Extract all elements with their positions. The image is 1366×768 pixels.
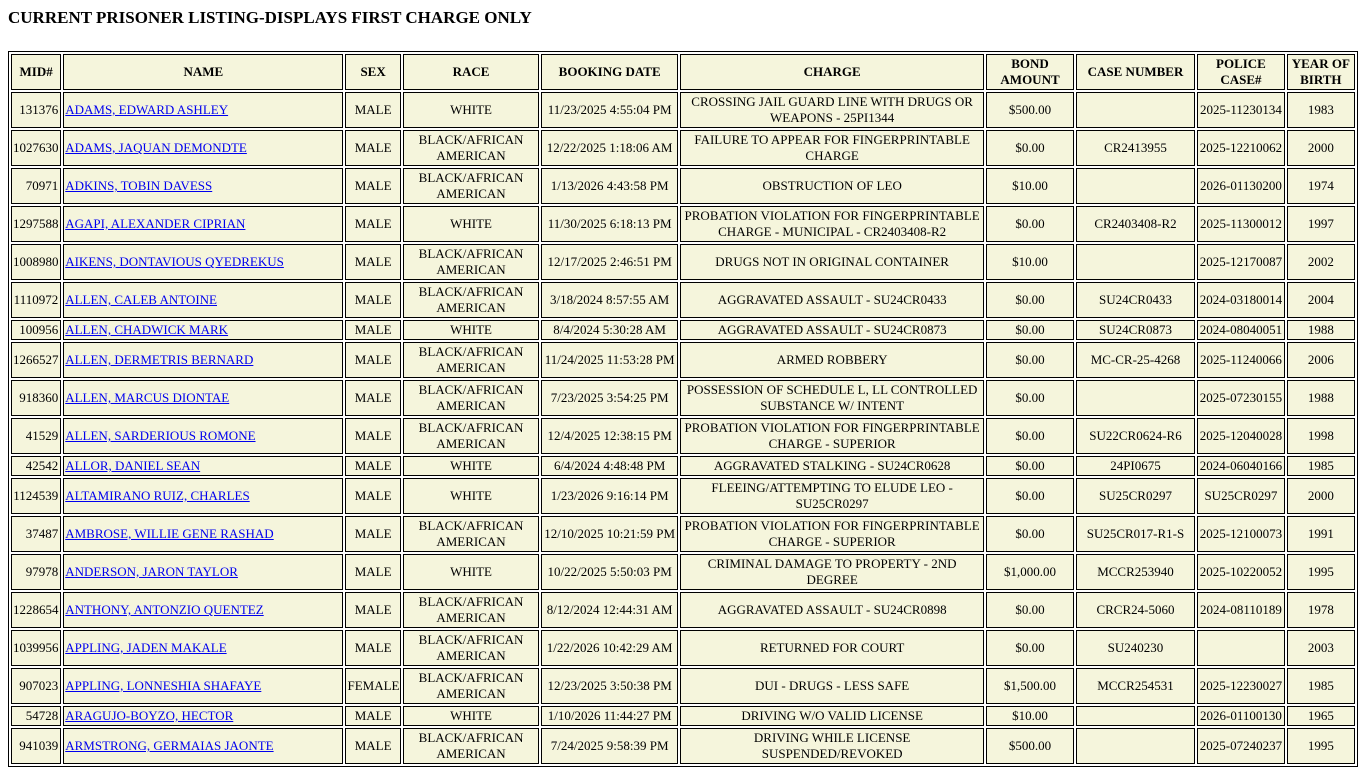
race-cell: BLACK/AFRICAN AMERICAN [403, 342, 540, 378]
year-of-birth-cell: 1974 [1287, 168, 1355, 204]
prisoner-name-link[interactable]: ANDERSON, JARON TAYLOR [65, 564, 238, 579]
police-case-cell: 2025-12210062 [1197, 130, 1284, 166]
name-cell [63, 380, 343, 416]
prisoner-name-link[interactable]: AMBROSE, WILLIE GENE RASHAD [65, 526, 274, 541]
booking-date-cell: 12/4/2025 12:38:15 PM [541, 418, 678, 454]
bond-amount-cell: $0.00 [986, 418, 1073, 454]
table-row [11, 456, 1355, 476]
race-cell: BLACK/AFRICAN AMERICAN [403, 668, 540, 704]
year-of-birth-cell: 1995 [1287, 554, 1355, 590]
column-header-booking-date: BOOKING DATE [541, 54, 678, 90]
column-header-sex: SEX [345, 54, 400, 90]
sex-cell: MALE [345, 342, 400, 378]
name-cell [63, 516, 343, 552]
mid-cell: 1110972 [11, 282, 61, 318]
table-row [11, 320, 1355, 340]
mid-cell: 1266527 [11, 342, 61, 378]
column-header-year-of-birth: YEAR OF BIRTH [1287, 54, 1355, 90]
sex-cell: MALE [345, 728, 400, 764]
case-number-cell: SU25CR017-R1-S [1076, 516, 1196, 552]
booking-date-cell: 1/23/2026 9:16:14 PM [541, 478, 678, 514]
year-of-birth-cell: 2003 [1287, 630, 1355, 666]
race-cell: BLACK/AFRICAN AMERICAN [403, 728, 540, 764]
charge-cell: DUI - DRUGS - LESS SAFE [680, 668, 984, 704]
mid-cell: 1039956 [11, 630, 61, 666]
case-number-cell [1076, 706, 1196, 726]
year-of-birth-cell: 1985 [1287, 456, 1355, 476]
sex-cell: MALE [345, 478, 400, 514]
booking-date-cell: 1/10/2026 11:44:27 PM [541, 706, 678, 726]
case-number-cell: CR2413955 [1076, 130, 1196, 166]
booking-date-cell: 11/30/2025 6:18:13 PM [541, 206, 678, 242]
table-row [11, 630, 1355, 666]
booking-date-cell: 12/17/2025 2:46:51 PM [541, 244, 678, 280]
mid-cell: 1124539 [11, 478, 61, 514]
mid-cell: 97978 [11, 554, 61, 590]
year-of-birth-cell: 1985 [1287, 668, 1355, 704]
booking-date-cell: 12/10/2025 10:21:59 PM [541, 516, 678, 552]
charge-cell: DRUGS NOT IN ORIGINAL CONTAINER [680, 244, 984, 280]
bond-amount-cell: $0.00 [986, 478, 1073, 514]
table-row [11, 244, 1355, 280]
booking-date-cell: 6/4/2024 4:48:48 PM [541, 456, 678, 476]
charge-cell: DRIVING W/O VALID LICENSE [680, 706, 984, 726]
name-cell [63, 630, 343, 666]
prisoner-name-link[interactable]: ALLOR, DANIEL SEAN [65, 458, 201, 473]
charge-cell: POSSESSION OF SCHEDULE L, LL CONTROLLED SUBSTANCE W/ INTENT [680, 380, 984, 416]
prisoner-name-link[interactable]: AGAPI, ALEXANDER CIPRIAN [65, 216, 246, 231]
bond-amount-cell: $500.00 [986, 728, 1073, 764]
mid-cell: 131376 [11, 92, 61, 128]
header-row [11, 54, 1355, 90]
prisoner-name-link[interactable]: ANTHONY, ANTONZIO QUENTEZ [65, 602, 264, 617]
prisoner-name-link[interactable]: ADKINS, TOBIN DAVESS [65, 178, 213, 193]
police-case-cell: 2024-08040051 [1197, 320, 1284, 340]
mid-cell: 41529 [11, 418, 61, 454]
case-number-cell [1076, 728, 1196, 764]
case-number-cell: MC-CR-25-4268 [1076, 342, 1196, 378]
police-case-cell: 2025-12100073 [1197, 516, 1284, 552]
sex-cell: MALE [345, 320, 400, 340]
prisoner-name-link[interactable]: APPLING, JADEN MAKALE [65, 640, 227, 655]
charge-cell: RETURNED FOR COURT [680, 630, 984, 666]
prisoner-name-link[interactable]: ADAMS, EDWARD ASHLEY [65, 102, 229, 117]
race-cell: WHITE [403, 554, 540, 590]
case-number-cell: MCCR254531 [1076, 668, 1196, 704]
case-number-cell: 24PI0675 [1076, 456, 1196, 476]
name-cell [63, 282, 343, 318]
bond-amount-cell: $0.00 [986, 516, 1073, 552]
name-cell [63, 320, 343, 340]
case-number-cell: CR2403408-R2 [1076, 206, 1196, 242]
bond-amount-cell: $0.00 [986, 282, 1073, 318]
police-case-cell: 2025-12230027 [1197, 668, 1284, 704]
year-of-birth-cell: 1995 [1287, 728, 1355, 764]
prisoner-name-link[interactable]: ARMSTRONG, GERMAIAS JAONTE [65, 738, 274, 753]
race-cell: BLACK/AFRICAN AMERICAN [403, 630, 540, 666]
booking-date-cell: 7/23/2025 3:54:25 PM [541, 380, 678, 416]
race-cell: BLACK/AFRICAN AMERICAN [403, 592, 540, 628]
prisoner-listing-table [8, 51, 1358, 767]
name-cell [63, 668, 343, 704]
charge-cell: AGGRAVATED ASSAULT - SU24CR0898 [680, 592, 984, 628]
page-title: CURRENT PRISONER LISTING-DISPLAYS FIRST CHARGE ONLY [8, 8, 532, 27]
year-of-birth-cell: 1991 [1287, 516, 1355, 552]
booking-date-cell: 10/22/2025 5:50:03 PM [541, 554, 678, 590]
booking-date-cell: 8/4/2024 5:30:28 AM [541, 320, 678, 340]
sex-cell: MALE [345, 456, 400, 476]
charge-cell: CROSSING JAIL GUARD LINE WITH DRUGS OR WEAPONS - 25PI1344 [680, 92, 984, 128]
race-cell: BLACK/AFRICAN AMERICAN [403, 380, 540, 416]
prisoner-name-link[interactable]: ALLEN, MARCUS DIONTAE [65, 390, 230, 405]
case-number-cell [1076, 92, 1196, 128]
charge-cell: AGGRAVATED ASSAULT - SU24CR0873 [680, 320, 984, 340]
sex-cell: MALE [345, 630, 400, 666]
sex-cell: MALE [345, 418, 400, 454]
table-row [11, 668, 1355, 704]
police-case-cell: 2024-06040166 [1197, 456, 1284, 476]
sex-cell: MALE [345, 282, 400, 318]
police-case-cell: 2026-01130200 [1197, 168, 1284, 204]
race-cell: BLACK/AFRICAN AMERICAN [403, 168, 540, 204]
mid-cell: 100956 [11, 320, 61, 340]
bond-amount-cell: $10.00 [986, 244, 1073, 280]
year-of-birth-cell: 1978 [1287, 592, 1355, 628]
name-cell [63, 418, 343, 454]
mid-cell: 941039 [11, 728, 61, 764]
booking-date-cell: 12/23/2025 3:50:38 PM [541, 668, 678, 704]
prisoner-name-link[interactable]: ALLEN, SARDERIOUS ROMONE [65, 428, 256, 443]
sex-cell: MALE [345, 706, 400, 726]
table-row [11, 206, 1355, 242]
table-row [11, 728, 1355, 764]
mid-cell: 1228654 [11, 592, 61, 628]
sex-cell: MALE [345, 516, 400, 552]
year-of-birth-cell: 2002 [1287, 244, 1355, 280]
booking-date-cell: 1/22/2026 10:42:29 AM [541, 630, 678, 666]
race-cell: BLACK/AFRICAN AMERICAN [403, 282, 540, 318]
booking-date-cell: 12/22/2025 1:18:06 AM [541, 130, 678, 166]
table-row [11, 478, 1355, 514]
bond-amount-cell: $10.00 [986, 168, 1073, 204]
prisoner-name-link[interactable]: ALLEN, CALEB ANTOINE [65, 292, 217, 307]
mid-cell: 1008980 [11, 244, 61, 280]
table-row [11, 554, 1355, 590]
booking-date-cell: 3/18/2024 8:57:55 AM [541, 282, 678, 318]
bond-amount-cell: $0.00 [986, 630, 1073, 666]
bond-amount-cell: $0.00 [986, 320, 1073, 340]
name-cell [63, 244, 343, 280]
year-of-birth-cell: 2000 [1287, 130, 1355, 166]
booking-date-cell: 1/13/2026 4:43:58 PM [541, 168, 678, 204]
police-case-cell: 2025-11230134 [1197, 92, 1284, 128]
year-of-birth-cell: 1998 [1287, 418, 1355, 454]
column-header-charge: CHARGE [680, 54, 984, 90]
sex-cell: MALE [345, 206, 400, 242]
year-of-birth-cell: 1965 [1287, 706, 1355, 726]
race-cell: WHITE [403, 320, 540, 340]
table-row [11, 130, 1355, 166]
charge-cell: AGGRAVATED ASSAULT - SU24CR0433 [680, 282, 984, 318]
case-number-cell: SU22CR0624-R6 [1076, 418, 1196, 454]
bond-amount-cell: $10.00 [986, 706, 1073, 726]
sex-cell: MALE [345, 380, 400, 416]
table-row [11, 516, 1355, 552]
booking-date-cell: 11/23/2025 4:55:04 PM [541, 92, 678, 128]
mid-cell: 1297588 [11, 206, 61, 242]
column-header-police-case: POLICE CASE# [1197, 54, 1284, 90]
police-case-cell: 2025-11240066 [1197, 342, 1284, 378]
charge-cell: DRIVING WHILE LICENSE SUSPENDED/REVOKED [680, 728, 984, 764]
race-cell: BLACK/AFRICAN AMERICAN [403, 516, 540, 552]
race-cell: WHITE [403, 206, 540, 242]
sex-cell: MALE [345, 592, 400, 628]
mid-cell: 70971 [11, 168, 61, 204]
race-cell: BLACK/AFRICAN AMERICAN [403, 244, 540, 280]
table-row [11, 706, 1355, 726]
police-case-cell: 2024-03180014 [1197, 282, 1284, 318]
name-cell [63, 92, 343, 128]
prisoner-name-link[interactable]: AIKENS, DONTAVIOUS QYEDREKUS [65, 254, 284, 269]
case-number-cell [1076, 380, 1196, 416]
police-case-cell: 2024-08110189 [1197, 592, 1284, 628]
booking-date-cell: 7/24/2025 9:58:39 PM [541, 728, 678, 764]
name-cell [63, 728, 343, 764]
case-number-cell: CRCR24-5060 [1076, 592, 1196, 628]
booking-date-cell: 8/12/2024 12:44:31 AM [541, 592, 678, 628]
police-case-cell: 2025-07230155 [1197, 380, 1284, 416]
mid-cell: 1027630 [11, 130, 61, 166]
mid-cell: 54728 [11, 706, 61, 726]
prisoner-name-link[interactable]: ADAMS, JAQUAN DEMONDTE [65, 140, 247, 155]
sex-cell: MALE [345, 92, 400, 128]
police-case-cell: 2025-07240237 [1197, 728, 1284, 764]
mid-cell: 42542 [11, 456, 61, 476]
year-of-birth-cell: 1988 [1287, 320, 1355, 340]
charge-cell: PROBATION VIOLATION FOR FINGERPRINTABLE CHARGE - MUNICIPAL - CR2403408-R2 [680, 206, 984, 242]
name-cell [63, 456, 343, 476]
case-number-cell: SU24CR0873 [1076, 320, 1196, 340]
charge-cell: PROBATION VIOLATION FOR FINGERPRINTABLE CHARGE - SUPERIOR [680, 516, 984, 552]
police-case-cell: 2025-12040028 [1197, 418, 1284, 454]
case-number-cell [1076, 244, 1196, 280]
bond-amount-cell: $0.00 [986, 456, 1073, 476]
case-number-cell: SU25CR0297 [1076, 478, 1196, 514]
name-cell [63, 592, 343, 628]
charge-cell: FLEEING/ATTEMPTING TO ELUDE LEO - SU25CR0297 [680, 478, 984, 514]
charge-cell: FAILURE TO APPEAR FOR FINGERPRINTABLE CHARGE [680, 130, 984, 166]
year-of-birth-cell: 1997 [1287, 206, 1355, 242]
race-cell: WHITE [403, 456, 540, 476]
bond-amount-cell: $500.00 [986, 92, 1073, 128]
name-cell [63, 206, 343, 242]
column-header-race: RACE [403, 54, 540, 90]
sex-cell: MALE [345, 554, 400, 590]
table-row [11, 380, 1355, 416]
charge-cell: PROBATION VIOLATION FOR FINGERPRINTABLE CHARGE - SUPERIOR [680, 418, 984, 454]
prisoner-name-link[interactable]: ALLEN, CHADWICK MARK [65, 322, 229, 337]
column-header-mid: MID# [11, 54, 61, 90]
charge-cell: CRIMINAL DAMAGE TO PROPERTY - 2ND DEGREE [680, 554, 984, 590]
case-number-cell: SU24CR0433 [1076, 282, 1196, 318]
bond-amount-cell: $0.00 [986, 380, 1073, 416]
sex-cell: FEMALE [345, 668, 400, 704]
column-header-name: NAME [63, 54, 343, 90]
table-row [11, 592, 1355, 628]
sex-cell: MALE [345, 244, 400, 280]
bond-amount-cell: $1,500.00 [986, 668, 1073, 704]
police-case-cell: 2025-12170087 [1197, 244, 1284, 280]
name-cell [63, 130, 343, 166]
police-case-cell [1197, 630, 1284, 666]
column-header-bond-amount: BOND AMOUNT [986, 54, 1073, 90]
mid-cell: 918360 [11, 380, 61, 416]
bond-amount-cell: $1,000.00 [986, 554, 1073, 590]
race-cell: BLACK/AFRICAN AMERICAN [403, 130, 540, 166]
police-case-cell: SU25CR0297 [1197, 478, 1284, 514]
bond-amount-cell: $0.00 [986, 592, 1073, 628]
name-cell [63, 342, 343, 378]
table-row [11, 418, 1355, 454]
prisoner-name-link[interactable]: ALLEN, DERMETRIS BERNARD [65, 352, 254, 367]
case-number-cell: MCCR253940 [1076, 554, 1196, 590]
bond-amount-cell: $0.00 [986, 342, 1073, 378]
table-row [11, 342, 1355, 378]
year-of-birth-cell: 1983 [1287, 92, 1355, 128]
bond-amount-cell: $0.00 [986, 206, 1073, 242]
charge-cell: AGGRAVATED STALKING - SU24CR0628 [680, 456, 984, 476]
bond-amount-cell: $0.00 [986, 130, 1073, 166]
year-of-birth-cell: 1988 [1287, 380, 1355, 416]
year-of-birth-cell: 2004 [1287, 282, 1355, 318]
booking-date-cell: 11/24/2025 11:53:28 PM [541, 342, 678, 378]
case-number-cell [1076, 168, 1196, 204]
police-case-cell: 2025-10220052 [1197, 554, 1284, 590]
police-case-cell: 2026-01100130 [1197, 706, 1284, 726]
charge-cell: OBSTRUCTION OF LEO [680, 168, 984, 204]
mid-cell: 907023 [11, 668, 61, 704]
column-header-case-number: CASE NUMBER [1076, 54, 1196, 90]
name-cell [63, 554, 343, 590]
prisoner-name-link[interactable]: ALTAMIRANO RUIZ, CHARLES [65, 488, 250, 503]
table-row [11, 168, 1355, 204]
sex-cell: MALE [345, 168, 400, 204]
year-of-birth-cell: 2006 [1287, 342, 1355, 378]
table-row [11, 282, 1355, 318]
prisoner-name-link[interactable]: APPLING, LONNESHIA SHAFAYE [65, 678, 262, 693]
charge-cell: ARMED ROBBERY [680, 342, 984, 378]
police-case-cell: 2025-11300012 [1197, 206, 1284, 242]
race-cell: WHITE [403, 92, 540, 128]
race-cell: WHITE [403, 706, 540, 726]
name-cell [63, 706, 343, 726]
year-of-birth-cell: 2000 [1287, 478, 1355, 514]
name-cell [63, 478, 343, 514]
case-number-cell: SU240230 [1076, 630, 1196, 666]
prisoner-name-link[interactable]: ARAGUJO-BOYZO, HECTOR [65, 708, 234, 723]
mid-cell: 37487 [11, 516, 61, 552]
table-row [11, 92, 1355, 128]
race-cell: BLACK/AFRICAN AMERICAN [403, 418, 540, 454]
race-cell: WHITE [403, 478, 540, 514]
name-cell [63, 168, 343, 204]
sex-cell: MALE [345, 130, 400, 166]
